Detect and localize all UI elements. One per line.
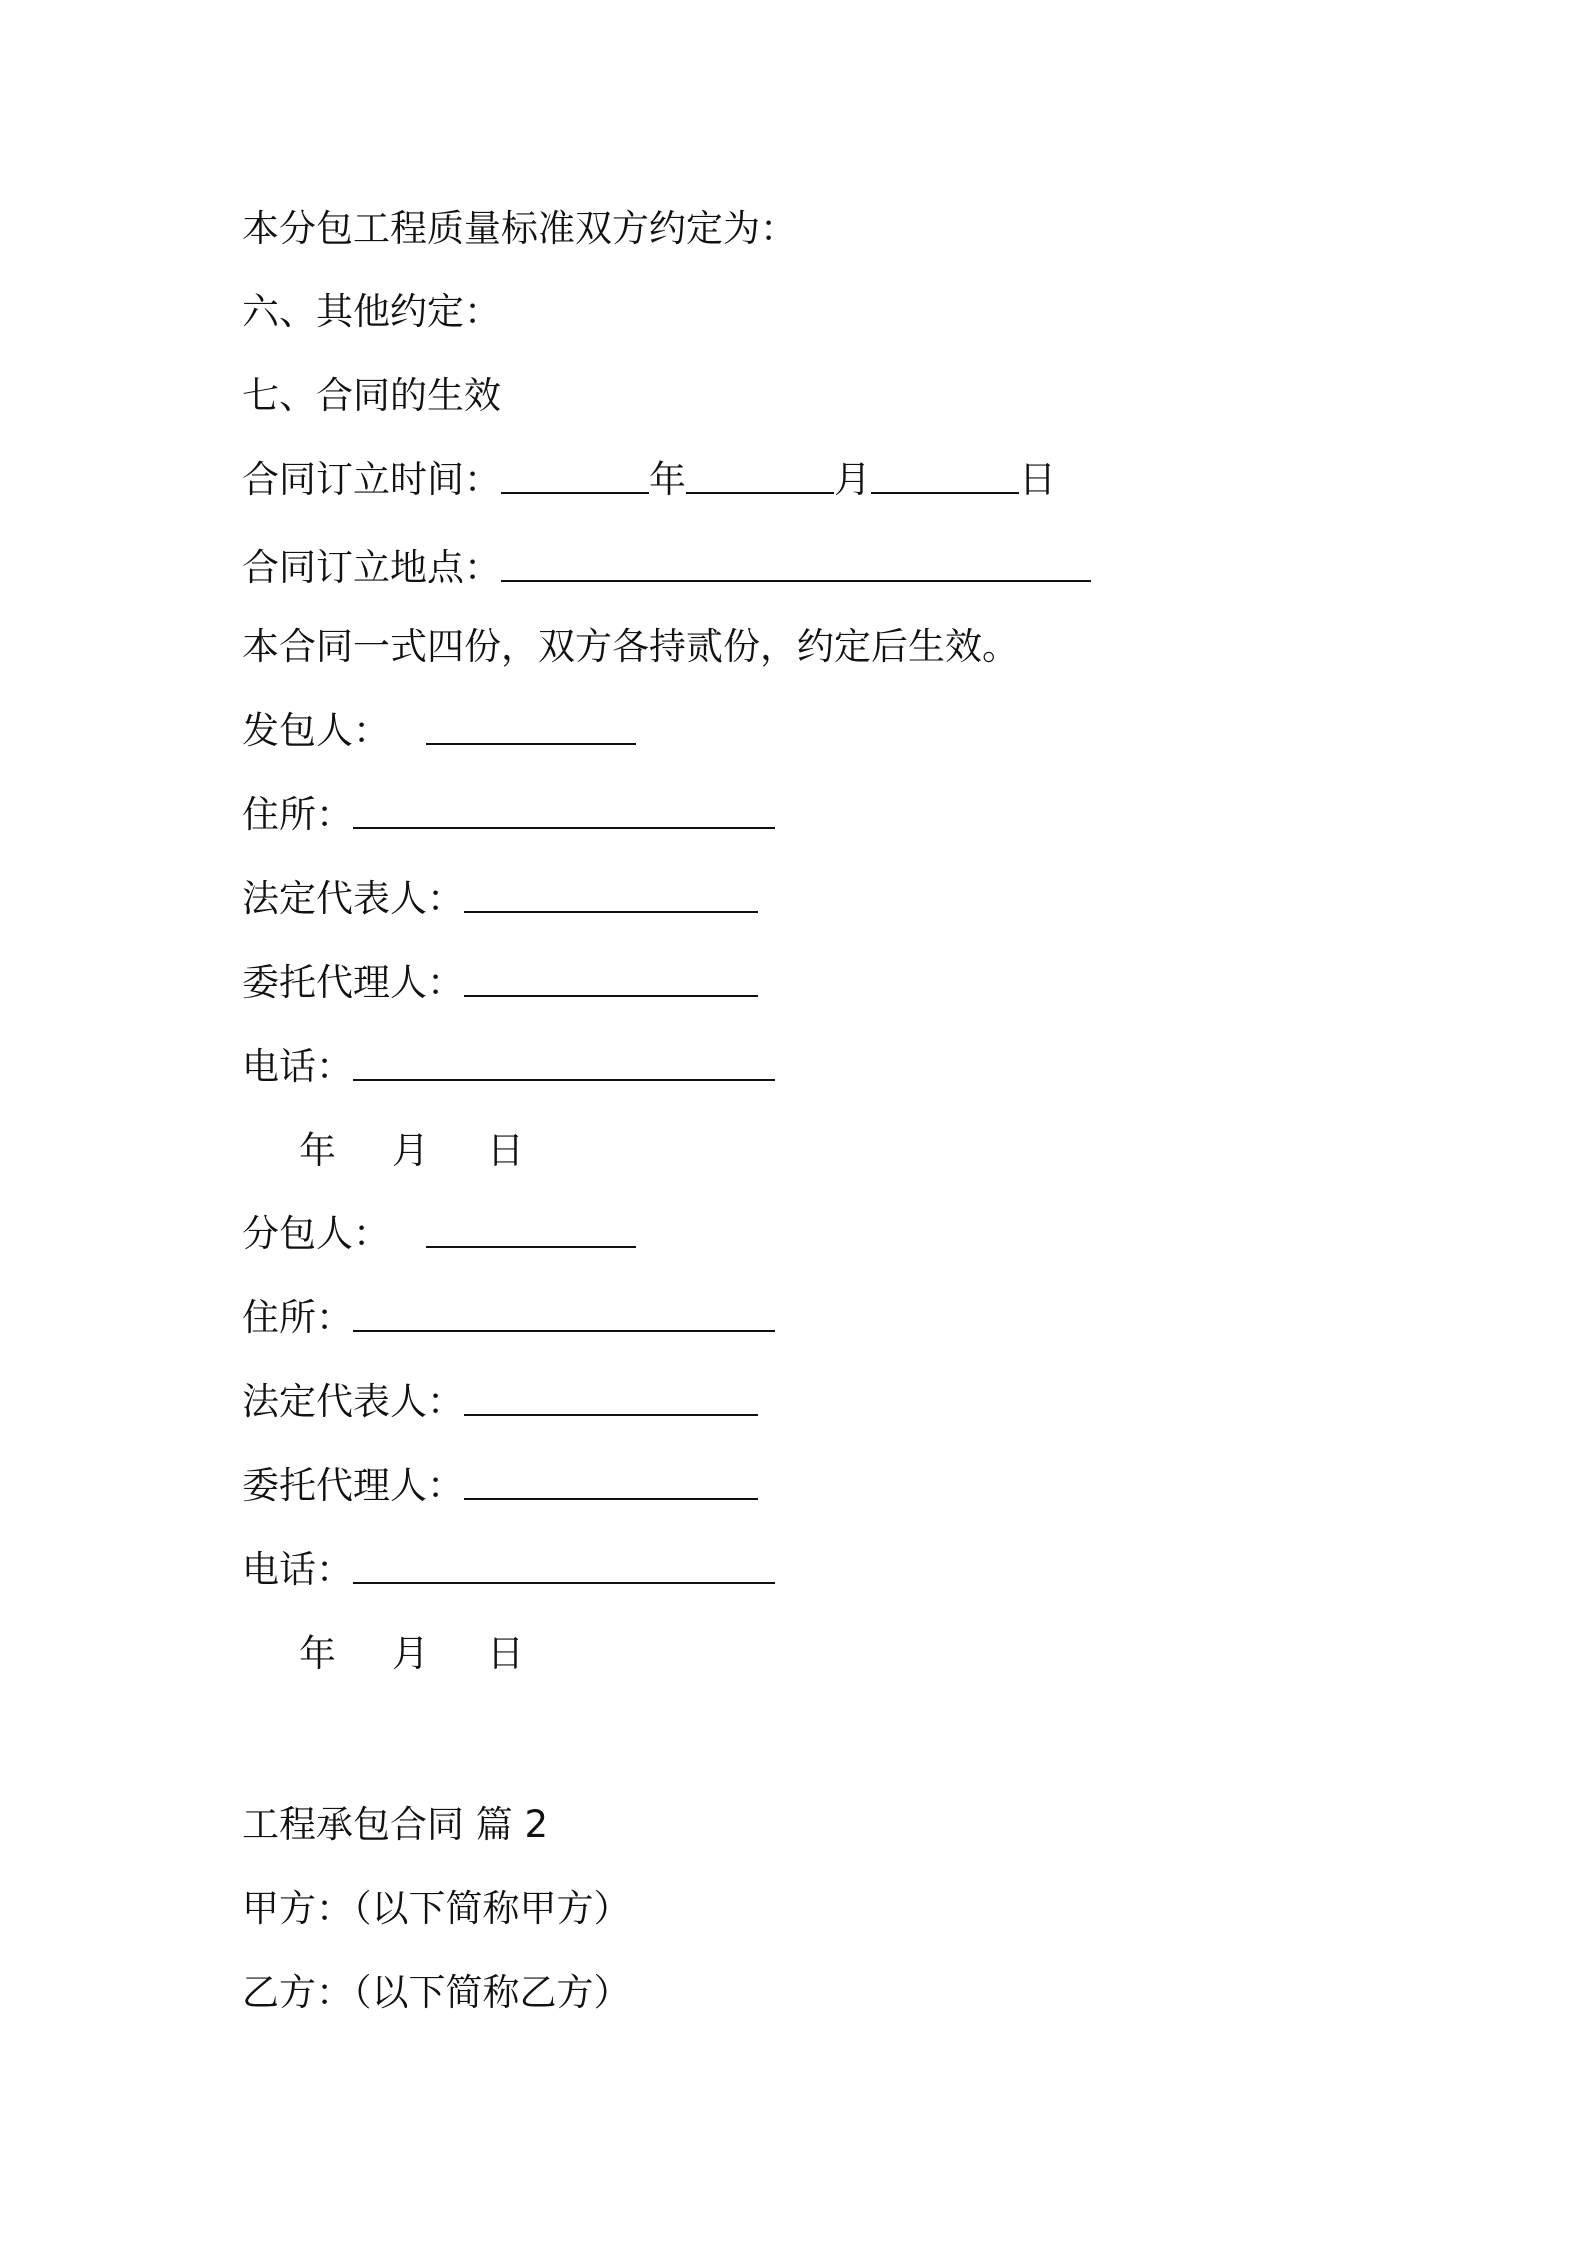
contractor-label: 发包人： [242, 709, 390, 752]
contract-effect-heading: 七、合同的生效 [242, 374, 501, 417]
contractor-phone-label: 电话： [242, 1045, 353, 1088]
section2-heading: 工程承包合同 篇 2 [242, 1803, 549, 1846]
month-blank[interactable] [686, 456, 834, 494]
sign-place-blank[interactable] [501, 544, 1091, 582]
contractor-date-day: 日 [487, 1129, 524, 1172]
subcontractor-phone-label: 电话： [242, 1548, 353, 1591]
sign-place-line [242, 543, 1091, 593]
quality-standard-line: 本分包工程质量标准双方约定为： [242, 207, 797, 250]
sign-time-line [242, 455, 1056, 505]
sign-place-label: 合同订立地点： [242, 546, 501, 589]
contractor-address-blank[interactable] [353, 791, 775, 829]
year-label: 年 [649, 458, 686, 501]
contractor-line [242, 706, 636, 756]
contractor-agent-blank[interactable] [464, 959, 758, 997]
subcontractor-phone-blank[interactable] [353, 1546, 775, 1584]
contractor-agent-label: 委托代理人： [242, 961, 464, 1004]
contractor-date-row [299, 1126, 524, 1176]
subcontractor-address-label: 住所： [242, 1296, 353, 1339]
subcontractor-date-day: 日 [487, 1632, 524, 1675]
subcontractor-agent-label: 委托代理人： [242, 1464, 464, 1507]
contractor-blank[interactable] [426, 707, 636, 745]
contractor-date-year: 年 [299, 1129, 336, 1172]
subcontractor-address-blank[interactable] [353, 1294, 775, 1332]
copies-line: 本合同一式四份，双方各持贰份，约定后生效。 [242, 625, 1019, 668]
subcontractor-agent-blank[interactable] [464, 1462, 758, 1500]
contractor-legal-rep-label: 法定代表人： [242, 877, 464, 920]
month-label: 月 [834, 458, 871, 501]
subcontractor-legal-rep-blank[interactable] [464, 1378, 758, 1416]
contractor-agent-line [242, 958, 758, 1008]
contractor-date-month: 月 [392, 1129, 429, 1172]
subcontractor-legal-rep-line [242, 1377, 758, 1427]
sign-time-label: 合同订立时间： [242, 458, 501, 501]
day-blank[interactable] [871, 456, 1019, 494]
day-label: 日 [1019, 458, 1056, 501]
subcontractor-legal-rep-label: 法定代表人： [242, 1380, 464, 1423]
subcontractor-date-year: 年 [299, 1632, 336, 1675]
party-a-line: 甲方：（以下简称甲方） [242, 1887, 631, 1930]
contractor-legal-rep-line [242, 874, 758, 924]
party-b-line: 乙方：（以下简称乙方） [242, 1971, 631, 2014]
contractor-address-label: 住所： [242, 793, 353, 836]
subcontractor-label: 分包人： [242, 1212, 390, 1255]
subcontractor-blank[interactable] [426, 1210, 636, 1248]
subcontractor-address-line [242, 1293, 775, 1343]
year-blank[interactable] [501, 456, 649, 494]
contractor-legal-rep-blank[interactable] [464, 875, 758, 913]
other-agreements-heading: 六、其他约定： [242, 290, 501, 333]
subcontractor-line [242, 1209, 636, 1259]
subcontractor-date-month: 月 [392, 1632, 429, 1675]
contractor-address-line [242, 790, 775, 840]
subcontractor-agent-line [242, 1461, 758, 1511]
subcontractor-date-row [299, 1629, 524, 1679]
contractor-phone-line [242, 1042, 775, 1092]
contractor-phone-blank[interactable] [353, 1043, 775, 1081]
subcontractor-phone-line [242, 1545, 775, 1595]
